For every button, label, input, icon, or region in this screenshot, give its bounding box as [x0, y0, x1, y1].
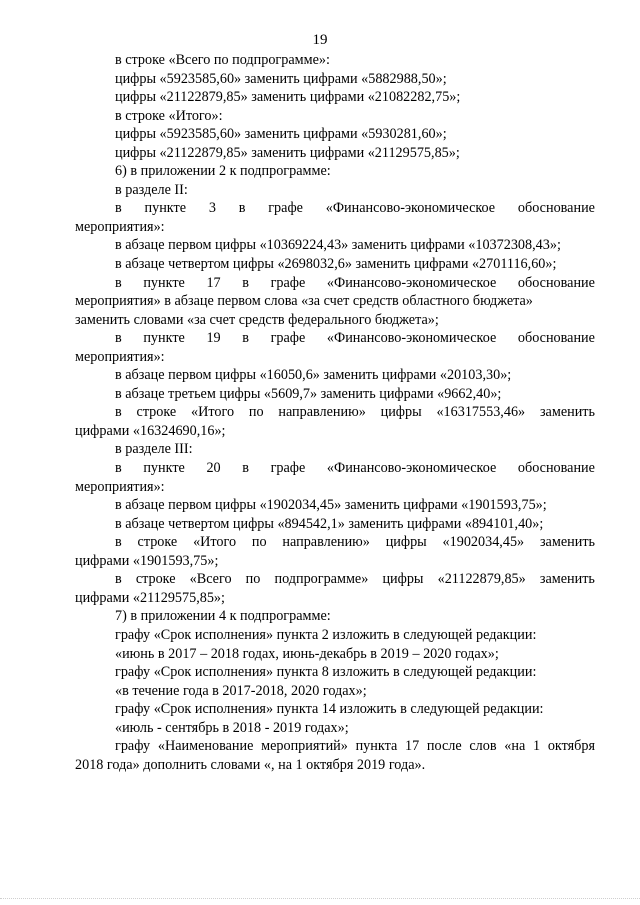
text-line: в строке «Всего по подпрограмме»: — [115, 52, 330, 68]
text-word: «Финансово-экономическое — [326, 330, 497, 347]
text-line: 6) в приложении 2 к подпрограмме: — [115, 163, 331, 180]
text-line — [75, 274, 595, 293]
text-word: строке — [136, 404, 177, 421]
text-word: в — [238, 200, 246, 217]
text-word: графе — [270, 330, 306, 347]
text-word: в — [242, 274, 249, 291]
text-line — [75, 737, 595, 756]
text-line: в строке «Итого»: — [115, 107, 223, 124]
text-word: в — [115, 274, 122, 291]
text-line: мероприятия» в абзаце первом слова «за счет средств областного бюджета» — [75, 293, 533, 310]
text-line: цифрами «21129575,85»; — [75, 589, 225, 606]
text-word: цифры — [385, 534, 427, 551]
page-bottom-edge — [0, 898, 640, 899]
text-line: в абзаце первом цифры «16050,6» заменить цифрами «20103,30»; — [115, 367, 512, 384]
text-word: в — [115, 460, 122, 477]
text-line: в абзаце первом цифры «10369224,43» заменить цифрами «10372308,43»; — [115, 237, 561, 254]
text-word: в — [242, 330, 249, 347]
text-word: обоснование — [517, 460, 595, 477]
text-line: 2018 года» дополнить словами «, на 1 октября 2019 года». — [75, 756, 426, 773]
text-line: «в течение года в 2017-2018, 2020 годах»; — [115, 682, 367, 699]
text-word: октября — [547, 738, 595, 755]
text-word: «21122879,85» — [437, 571, 526, 588]
text-word: цифры — [380, 404, 422, 421]
text-word: 17 — [404, 738, 420, 755]
text-word: «Итого — [193, 534, 237, 551]
text-line: графу «Срок исполнения» пункта 2 изложить в следующей редакции: — [115, 626, 537, 643]
text-line: цифры «5923585,60» заменить цифрами «5930281,60»; — [115, 126, 447, 143]
text-line: цифры «21122879,85» заменить цифрами «21082282,75»; — [115, 89, 461, 106]
text-line: цифрами «1901593,75»; — [75, 552, 219, 569]
text-word: цифры — [382, 571, 424, 588]
text-word: графе — [270, 274, 306, 291]
text-word: пункте — [143, 460, 185, 477]
text-word: «16317553,46» — [436, 404, 526, 421]
text-word: в — [115, 404, 122, 421]
text-word: «на — [504, 738, 526, 755]
text-word: 19 — [206, 330, 221, 347]
text-line: в разделе III: — [115, 441, 193, 458]
text-word: в — [115, 534, 122, 551]
text-line — [75, 533, 595, 552]
text-word: 3 — [208, 200, 216, 217]
text-word: пункте — [143, 274, 185, 291]
text-line — [75, 329, 595, 348]
text-word: подпрограмме» — [274, 571, 369, 588]
text-line — [75, 570, 595, 589]
text-line: цифрами «16324690,16»; — [75, 422, 226, 439]
text-line: «июнь в 2017 – 2018 годах, июнь-декабрь в 2019 – 2020 годах»; — [115, 645, 499, 662]
text-line — [75, 459, 595, 478]
text-word: заменить — [539, 534, 595, 551]
text-word: «Наименование — [157, 738, 254, 755]
text-word: графе — [268, 200, 303, 217]
text-word: слов — [469, 738, 497, 755]
text-line: в абзаце третьем цифры «5609,7» заменить цифрами «9662,40»; — [115, 385, 502, 402]
text-line: цифры «21122879,85» заменить цифрами «21129575,85»; — [115, 144, 460, 161]
text-line: мероприятия»: — [75, 478, 165, 495]
text-word: «Всего — [189, 571, 232, 588]
text-line: цифры «5923585,60» заменить цифрами «5882988,50»; — [115, 70, 447, 87]
text-line: в разделе II: — [115, 181, 188, 198]
text-word: в — [242, 460, 249, 477]
text-word: графу — [115, 738, 151, 755]
text-line — [75, 403, 595, 422]
text-word: по — [245, 571, 261, 588]
text-word: 17 — [206, 274, 221, 291]
text-word: по — [248, 404, 264, 421]
text-word: обоснование — [517, 274, 595, 291]
document-body — [75, 51, 595, 774]
text-line: графу «Срок исполнения» пункта 14 изложить в следующей редакции: — [115, 701, 544, 718]
text-word: «1902034,45» — [442, 534, 525, 551]
text-line: графу «Срок исполнения» пункта 8 изложить в следующей редакции: — [115, 664, 537, 681]
text-word: «Финансово-экономическое — [326, 460, 497, 477]
text-word: направлению» — [282, 534, 370, 551]
text-line: мероприятия»: — [75, 218, 165, 235]
text-word: по — [251, 534, 267, 551]
text-line: в абзаце первом цифры «1902034,45» заменить цифрами «1901593,75»; — [115, 497, 547, 514]
text-word: строке — [135, 571, 176, 588]
text-word: заменить — [539, 404, 595, 421]
text-word: после — [426, 738, 462, 755]
text-word: пункте — [143, 330, 185, 347]
text-line — [75, 199, 595, 218]
text-word: «Финансово-экономическое — [325, 200, 496, 217]
text-word: «Финансово-экономическое — [326, 274, 497, 291]
text-word: пункте — [144, 200, 186, 217]
page-number: 19 — [312, 32, 328, 48]
text-line: «июль - сентябрь в 2018 - 2019 годах»; — [115, 719, 349, 736]
text-word: 20 — [206, 460, 221, 477]
text-word: заменить — [539, 571, 595, 588]
text-word: обоснование — [517, 200, 595, 217]
text-word: направлению» — [278, 404, 366, 421]
text-line: 7) в приложении 4 к подпрограмме: — [115, 608, 331, 625]
text-line: мероприятия»: — [75, 348, 165, 365]
text-word: 1 — [532, 738, 541, 755]
text-word: в — [115, 200, 122, 217]
text-word: строке — [137, 534, 178, 551]
text-word: в — [115, 571, 122, 588]
text-word: в — [115, 330, 122, 347]
text-word: «Итого — [191, 404, 235, 421]
text-word: мероприятий» — [261, 738, 348, 755]
text-word: обоснование — [517, 330, 595, 347]
text-word: пункта — [355, 738, 398, 755]
text-line: заменить словами «за счет средств федерального бюджета»; — [75, 311, 439, 328]
text-line: в абзаце четвертом цифры «894542,1» заменить цифрами «894101,40»; — [115, 515, 544, 532]
text-line: в абзаце четвертом цифры «2698032,6» заменить цифрами «2701116,60»; — [115, 256, 557, 273]
text-word: графе — [270, 460, 306, 477]
